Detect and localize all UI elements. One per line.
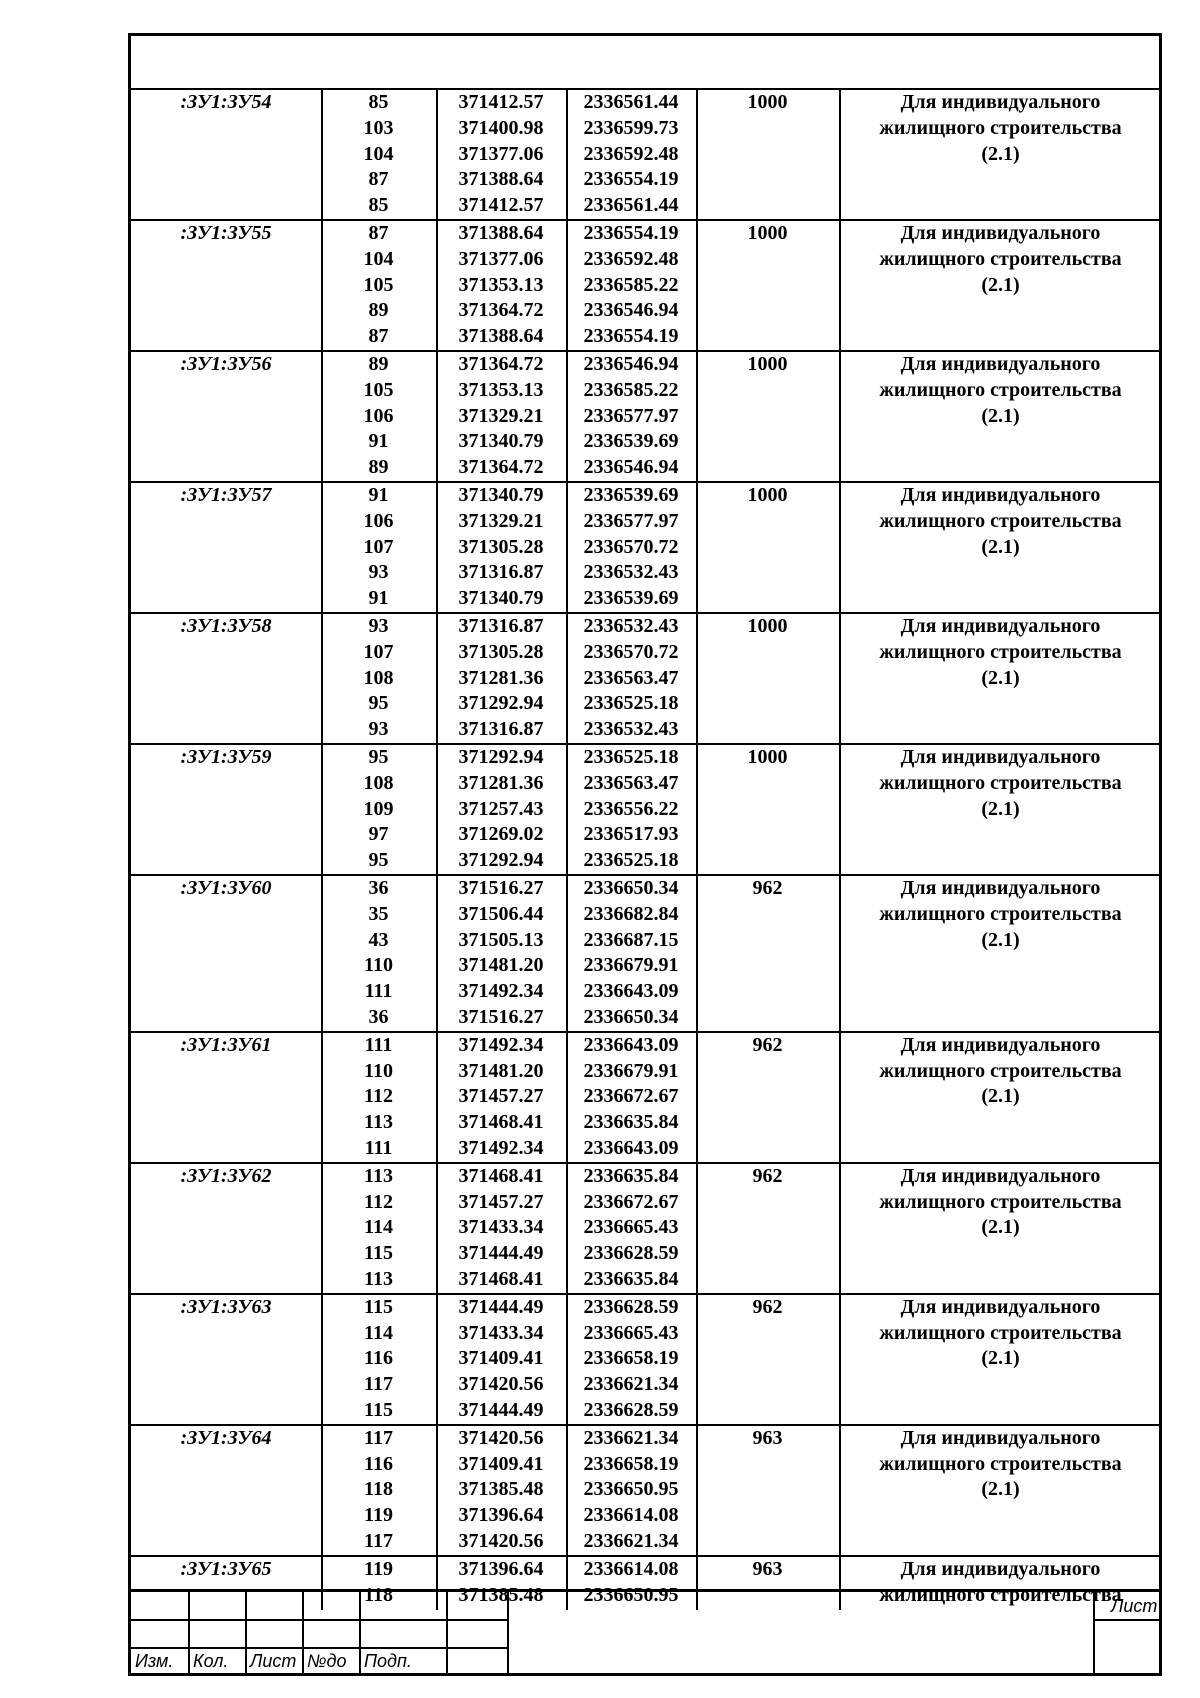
y-coordinate: 2336614.08 xyxy=(583,1504,679,1527)
y-coordinate: 2336577.97 xyxy=(583,404,679,427)
permitted-use: Для индивидуального жилищного строительства (2.1) xyxy=(879,222,1122,296)
y-coordinate: 2336635.84 xyxy=(583,1111,679,1134)
y-coordinate: 2336650.95 xyxy=(583,1583,679,1606)
point-number: 112 xyxy=(364,1085,393,1108)
point-number: 89 xyxy=(368,456,389,479)
y-coordinate: 2336658.19 xyxy=(583,1452,679,1475)
podp-label: Подп. xyxy=(364,1651,412,1671)
x-coordinate: 371396.64 xyxy=(458,1557,544,1580)
permitted-use: Для индивидуального жилищного строительства (2.1) xyxy=(879,1426,1122,1501)
point-number: 106 xyxy=(363,404,394,427)
point-numbers xyxy=(321,1426,436,1555)
x-coordinate: 371281.36 xyxy=(458,666,544,689)
point-number: 107 xyxy=(363,535,394,558)
point-number: 35 xyxy=(368,902,389,925)
x-coordinate: 371340.79 xyxy=(458,430,544,453)
x-coordinate: 371329.21 xyxy=(458,404,544,427)
y-coordinate: 2336650.34 xyxy=(583,877,679,899)
x-coordinate: 371364.72 xyxy=(458,353,544,375)
y-coordinate: 2336687.15 xyxy=(583,928,679,951)
x-coordinate: 371305.28 xyxy=(458,535,544,558)
y-coordinates xyxy=(566,221,696,350)
y-coordinate: 2336525.18 xyxy=(583,692,679,715)
y-coordinates xyxy=(566,90,696,219)
x-coordinate: 371412.57 xyxy=(458,91,544,113)
y-coordinate: 2336570.72 xyxy=(583,640,679,663)
point-number: 89 xyxy=(368,299,389,322)
y-coordinate: 2336554.19 xyxy=(583,222,679,244)
x-coordinate: 371364.72 xyxy=(458,456,544,479)
x-coordinates xyxy=(436,614,566,743)
point-number: 117 xyxy=(364,1426,393,1449)
y-coordinate: 2336563.47 xyxy=(583,666,679,689)
permitted-use: Для индивидуального жилищного строительства (2.1) xyxy=(879,484,1122,558)
point-numbers xyxy=(321,352,436,481)
parcel-id: :ЗУ1:ЗУ56 xyxy=(180,353,272,375)
x-coordinate: 371388.64 xyxy=(458,325,544,348)
point-numbers xyxy=(321,221,436,350)
permitted-use: Для индивидуального жилищного строительства (2.1) xyxy=(879,746,1122,820)
y-coordinate: 2336554.19 xyxy=(583,325,679,348)
x-coordinate: 371444.49 xyxy=(458,1398,544,1421)
x-coordinate: 371516.27 xyxy=(458,877,544,899)
y-coordinate: 2336546.94 xyxy=(583,299,679,322)
permitted-use: Для индивидуального жилищного строительства xyxy=(879,1557,1122,1606)
point-number: 115 xyxy=(364,1242,393,1265)
x-coordinate: 371281.36 xyxy=(458,771,544,794)
y-coordinate: 2336592.48 xyxy=(583,247,679,270)
y-coordinate: 2336679.91 xyxy=(583,954,679,977)
y-coordinate: 2336621.34 xyxy=(583,1529,679,1552)
x-coordinate: 371492.34 xyxy=(458,1033,544,1056)
parcel-area: 963 xyxy=(752,1557,783,1580)
point-number: 87 xyxy=(368,168,389,191)
parcel-id: :ЗУ1:ЗУ58 xyxy=(180,615,272,637)
x-coordinate: 371444.49 xyxy=(458,1242,544,1265)
permitted-use: Для индивидуального жилищного строительства (2.1) xyxy=(879,615,1122,689)
x-coordinate: 371292.94 xyxy=(458,746,544,768)
y-coordinate: 2336585.22 xyxy=(583,378,679,401)
point-number: 91 xyxy=(368,587,389,610)
point-number: 36 xyxy=(368,877,389,899)
point-number: 113 xyxy=(364,1164,393,1187)
x-coordinate: 371492.34 xyxy=(458,1136,544,1159)
x-coordinate: 371457.27 xyxy=(458,1190,544,1213)
y-coordinate: 2336556.22 xyxy=(583,797,679,820)
x-coordinate: 371340.79 xyxy=(458,484,544,506)
point-number: 85 xyxy=(368,91,389,113)
izm-label: Изм. xyxy=(135,1651,174,1671)
point-number: 117 xyxy=(364,1529,393,1552)
y-coordinate: 2336525.18 xyxy=(583,746,679,768)
parcel-id: :ЗУ1:ЗУ55 xyxy=(180,222,272,244)
x-coordinate: 371385.48 xyxy=(458,1478,544,1501)
header-band xyxy=(131,36,1159,90)
point-number: 87 xyxy=(368,222,389,244)
y-coordinate: 2336665.43 xyxy=(583,1321,679,1344)
point-number: 105 xyxy=(363,378,394,401)
x-coordinate: 371468.41 xyxy=(458,1267,544,1290)
point-number: 111 xyxy=(364,1033,393,1056)
point-number: 106 xyxy=(363,509,394,532)
point-number: 119 xyxy=(364,1557,393,1580)
list-label: Лист xyxy=(250,1651,297,1671)
x-coordinate: 371505.13 xyxy=(458,928,544,951)
y-coordinate: 2336643.09 xyxy=(583,1033,679,1056)
x-coordinate: 371385.48 xyxy=(458,1583,544,1606)
x-coordinates xyxy=(436,745,566,874)
permitted-use: Для индивидуального жилищного строительства (2.1) xyxy=(879,877,1122,951)
y-coordinate: 2336539.69 xyxy=(583,484,679,506)
x-coordinate: 371409.41 xyxy=(458,1452,544,1475)
y-coordinate: 2336621.34 xyxy=(583,1426,679,1449)
parcel-area: 962 xyxy=(752,1295,783,1318)
parcel-id: :ЗУ1:ЗУ65 xyxy=(180,1557,272,1580)
x-coordinate: 371468.41 xyxy=(458,1164,544,1187)
parcel-row xyxy=(131,352,1159,483)
x-coordinate: 371364.72 xyxy=(458,299,544,322)
parcel-row xyxy=(131,1164,1159,1295)
x-coordinate: 371353.13 xyxy=(458,273,544,296)
x-coordinate: 371400.98 xyxy=(458,116,544,139)
parcel-area: 962 xyxy=(752,1033,783,1056)
y-coordinate: 2336532.43 xyxy=(583,718,679,741)
parcel-row xyxy=(131,876,1159,1033)
point-number: 113 xyxy=(364,1267,393,1290)
point-number: 85 xyxy=(368,194,389,217)
point-number: 93 xyxy=(368,718,389,741)
y-coordinate: 2336577.97 xyxy=(583,509,679,532)
point-numbers xyxy=(321,483,436,612)
point-number: 113 xyxy=(364,1111,393,1134)
page-frame xyxy=(128,33,1162,1676)
point-numbers xyxy=(321,1295,436,1424)
point-numbers xyxy=(321,614,436,743)
point-number: 111 xyxy=(364,1136,393,1159)
sheet-label: Лист xyxy=(1111,1596,1158,1616)
point-number: 36 xyxy=(368,1005,389,1028)
y-coordinate: 2336628.59 xyxy=(583,1295,679,1318)
parcel-row xyxy=(131,614,1159,745)
parcel-area: 1000 xyxy=(747,746,788,768)
parcel-row xyxy=(131,1295,1159,1426)
x-coordinates xyxy=(436,1033,566,1162)
y-coordinates xyxy=(566,1033,696,1162)
point-number: 115 xyxy=(364,1295,393,1318)
point-number: 114 xyxy=(364,1321,393,1344)
y-coordinate: 2336592.48 xyxy=(583,142,679,165)
x-coordinate: 371316.87 xyxy=(458,615,544,637)
parcel-row xyxy=(131,745,1159,876)
y-coordinate: 2336643.09 xyxy=(583,980,679,1003)
y-coordinate: 2336621.34 xyxy=(583,1373,679,1396)
x-coordinates xyxy=(436,90,566,219)
y-coordinate: 2336679.91 xyxy=(583,1059,679,1082)
x-coordinate: 371420.56 xyxy=(458,1426,544,1449)
x-coordinates xyxy=(436,221,566,350)
point-number: 112 xyxy=(364,1190,393,1213)
point-number: 107 xyxy=(363,640,394,663)
x-coordinates xyxy=(436,352,566,481)
point-number: 103 xyxy=(363,116,394,139)
point-number: 110 xyxy=(364,1059,393,1082)
point-number: 114 xyxy=(364,1216,393,1239)
y-coordinate: 2336546.94 xyxy=(583,353,679,375)
parcel-area: 962 xyxy=(752,1164,783,1187)
y-coordinate: 2336517.93 xyxy=(583,823,679,846)
point-number: 95 xyxy=(368,849,389,872)
point-number: 91 xyxy=(368,430,389,453)
y-coordinate: 2336635.84 xyxy=(583,1164,679,1187)
point-number: 91 xyxy=(368,484,389,506)
point-number: 116 xyxy=(364,1452,393,1475)
permitted-use: Для индивидуального жилищного строительства (2.1) xyxy=(879,91,1122,165)
point-number: 115 xyxy=(364,1398,393,1421)
point-number: 111 xyxy=(364,980,393,1003)
point-number: 118 xyxy=(364,1478,393,1501)
parcel-id: :ЗУ1:ЗУ60 xyxy=(180,877,272,899)
coordinates-table xyxy=(131,90,1159,1610)
parcel-row xyxy=(131,1033,1159,1164)
y-coordinate: 2336539.69 xyxy=(583,587,679,610)
parcel-area: 1000 xyxy=(747,484,788,506)
permitted-use: Для индивидуального жилищного строительства (2.1) xyxy=(879,1033,1122,1108)
title-block xyxy=(131,1589,1159,1673)
x-coordinate: 371377.06 xyxy=(458,142,544,165)
parcel-area: 1000 xyxy=(747,222,788,244)
parcel-row xyxy=(131,1426,1159,1557)
x-coordinate: 371396.64 xyxy=(458,1504,544,1527)
x-coordinate: 371340.79 xyxy=(458,587,544,610)
point-numbers xyxy=(321,745,436,874)
x-coordinate: 371412.57 xyxy=(458,194,544,217)
y-coordinate: 2336650.95 xyxy=(583,1478,679,1501)
x-coordinates xyxy=(436,1164,566,1293)
y-coordinate: 2336563.47 xyxy=(583,771,679,794)
x-coordinates xyxy=(436,1295,566,1424)
parcel-area: 1000 xyxy=(747,353,788,375)
y-coordinate: 2336546.94 xyxy=(583,456,679,479)
x-coordinate: 371269.02 xyxy=(458,823,544,846)
x-coordinate: 371468.41 xyxy=(458,1111,544,1134)
y-coordinates xyxy=(566,352,696,481)
y-coordinate: 2336570.72 xyxy=(583,535,679,558)
y-coordinates xyxy=(566,614,696,743)
x-coordinate: 371409.41 xyxy=(458,1347,544,1370)
x-coordinates xyxy=(436,483,566,612)
x-coordinate: 371292.94 xyxy=(458,692,544,715)
parcel-area: 963 xyxy=(752,1426,783,1449)
x-coordinate: 371420.56 xyxy=(458,1373,544,1396)
x-coordinate: 371305.28 xyxy=(458,640,544,663)
parcel-id: :ЗУ1:ЗУ59 xyxy=(180,746,272,768)
y-coordinate: 2336561.44 xyxy=(583,194,679,217)
point-number: 93 xyxy=(368,561,389,584)
y-coordinates xyxy=(566,1164,696,1293)
x-coordinate: 371388.64 xyxy=(458,168,544,191)
point-number: 105 xyxy=(363,273,394,296)
point-number: 87 xyxy=(368,325,389,348)
y-coordinate: 2336665.43 xyxy=(583,1216,679,1239)
permitted-use: Для индивидуального жилищного строительства (2.1) xyxy=(879,353,1122,427)
y-coordinate: 2336532.43 xyxy=(583,615,679,637)
x-coordinate: 371420.56 xyxy=(458,1529,544,1552)
x-coordinate: 371481.20 xyxy=(458,954,544,977)
x-coordinate: 371433.34 xyxy=(458,1321,544,1344)
ndoc-label: №до xyxy=(307,1651,347,1671)
point-number: 110 xyxy=(364,954,393,977)
parcel-row xyxy=(131,90,1159,221)
parcel-row xyxy=(131,483,1159,614)
y-coordinate: 2336599.73 xyxy=(583,116,679,139)
point-numbers xyxy=(321,876,436,1031)
y-coordinates xyxy=(566,745,696,874)
y-coordinate: 2336585.22 xyxy=(583,273,679,296)
x-coordinate: 371492.34 xyxy=(458,980,544,1003)
point-number: 119 xyxy=(364,1504,393,1527)
y-coordinates xyxy=(566,1295,696,1424)
point-number: 118 xyxy=(364,1583,393,1606)
y-coordinate: 2336635.84 xyxy=(583,1267,679,1290)
kol-label: Кол. xyxy=(193,1651,229,1671)
parcel-area: 962 xyxy=(752,877,783,899)
x-coordinates xyxy=(436,876,566,1031)
point-number: 95 xyxy=(368,746,389,768)
y-coordinate: 2336561.44 xyxy=(583,91,679,113)
x-coordinate: 371444.49 xyxy=(458,1295,544,1318)
x-coordinate: 371457.27 xyxy=(458,1085,544,1108)
x-coordinate: 371506.44 xyxy=(458,902,544,925)
y-coordinate: 2336628.59 xyxy=(583,1398,679,1421)
x-coordinate: 371292.94 xyxy=(458,849,544,872)
x-coordinate: 371329.21 xyxy=(458,509,544,532)
point-number: 43 xyxy=(368,928,389,951)
x-coordinate: 371433.34 xyxy=(458,1216,544,1239)
parcel-id: :ЗУ1:ЗУ64 xyxy=(180,1426,272,1449)
x-coordinate: 371316.87 xyxy=(458,561,544,584)
point-number: 108 xyxy=(363,666,394,689)
y-coordinates xyxy=(566,1426,696,1555)
parcel-row xyxy=(131,221,1159,352)
permitted-use: Для индивидуального жилищного строительства (2.1) xyxy=(879,1164,1122,1239)
parcel-id: :ЗУ1:ЗУ57 xyxy=(180,484,272,506)
parcel-id: :ЗУ1:ЗУ62 xyxy=(180,1164,272,1187)
point-number: 117 xyxy=(364,1373,393,1396)
y-coordinate: 2336672.67 xyxy=(583,1085,679,1108)
point-number: 89 xyxy=(368,353,389,375)
parcel-area: 1000 xyxy=(747,615,788,637)
x-coordinate: 371316.87 xyxy=(458,718,544,741)
y-coordinate: 2336672.67 xyxy=(583,1190,679,1213)
point-number: 95 xyxy=(368,692,389,715)
y-coordinate: 2336643.09 xyxy=(583,1136,679,1159)
x-coordinate: 371481.20 xyxy=(458,1059,544,1082)
x-coordinate: 371377.06 xyxy=(458,247,544,270)
x-coordinate: 371388.64 xyxy=(458,222,544,244)
y-coordinates xyxy=(566,483,696,612)
point-number: 97 xyxy=(368,823,389,846)
point-number: 109 xyxy=(363,797,394,820)
x-coordinate: 371257.43 xyxy=(458,797,544,820)
point-number: 93 xyxy=(368,615,389,637)
parcel-area: 1000 xyxy=(747,91,788,113)
y-coordinate: 2336614.08 xyxy=(583,1557,679,1580)
y-coordinate: 2336650.34 xyxy=(583,1005,679,1028)
y-coordinate: 2336628.59 xyxy=(583,1242,679,1265)
point-number: 104 xyxy=(363,142,394,165)
permitted-use: Для индивидуального жилищного строительства (2.1) xyxy=(879,1295,1122,1370)
point-numbers xyxy=(321,1033,436,1162)
y-coordinate: 2336658.19 xyxy=(583,1347,679,1370)
x-coordinate: 371516.27 xyxy=(458,1005,544,1028)
point-numbers xyxy=(321,1164,436,1293)
point-number: 108 xyxy=(363,771,394,794)
x-coordinate: 371353.13 xyxy=(458,378,544,401)
y-coordinate: 2336682.84 xyxy=(583,902,679,925)
y-coordinate: 2336539.69 xyxy=(583,430,679,453)
y-coordinate: 2336532.43 xyxy=(583,561,679,584)
point-numbers xyxy=(321,90,436,219)
parcel-id: :ЗУ1:ЗУ61 xyxy=(180,1033,272,1056)
y-coordinate: 2336525.18 xyxy=(583,849,679,872)
y-coordinate: 2336554.19 xyxy=(583,168,679,191)
parcel-id: :ЗУ1:ЗУ54 xyxy=(180,91,272,113)
point-number: 116 xyxy=(364,1347,393,1370)
point-number: 104 xyxy=(363,247,394,270)
x-coordinates xyxy=(436,1426,566,1555)
y-coordinates xyxy=(566,876,696,1031)
parcel-id: :ЗУ1:ЗУ63 xyxy=(180,1295,272,1318)
